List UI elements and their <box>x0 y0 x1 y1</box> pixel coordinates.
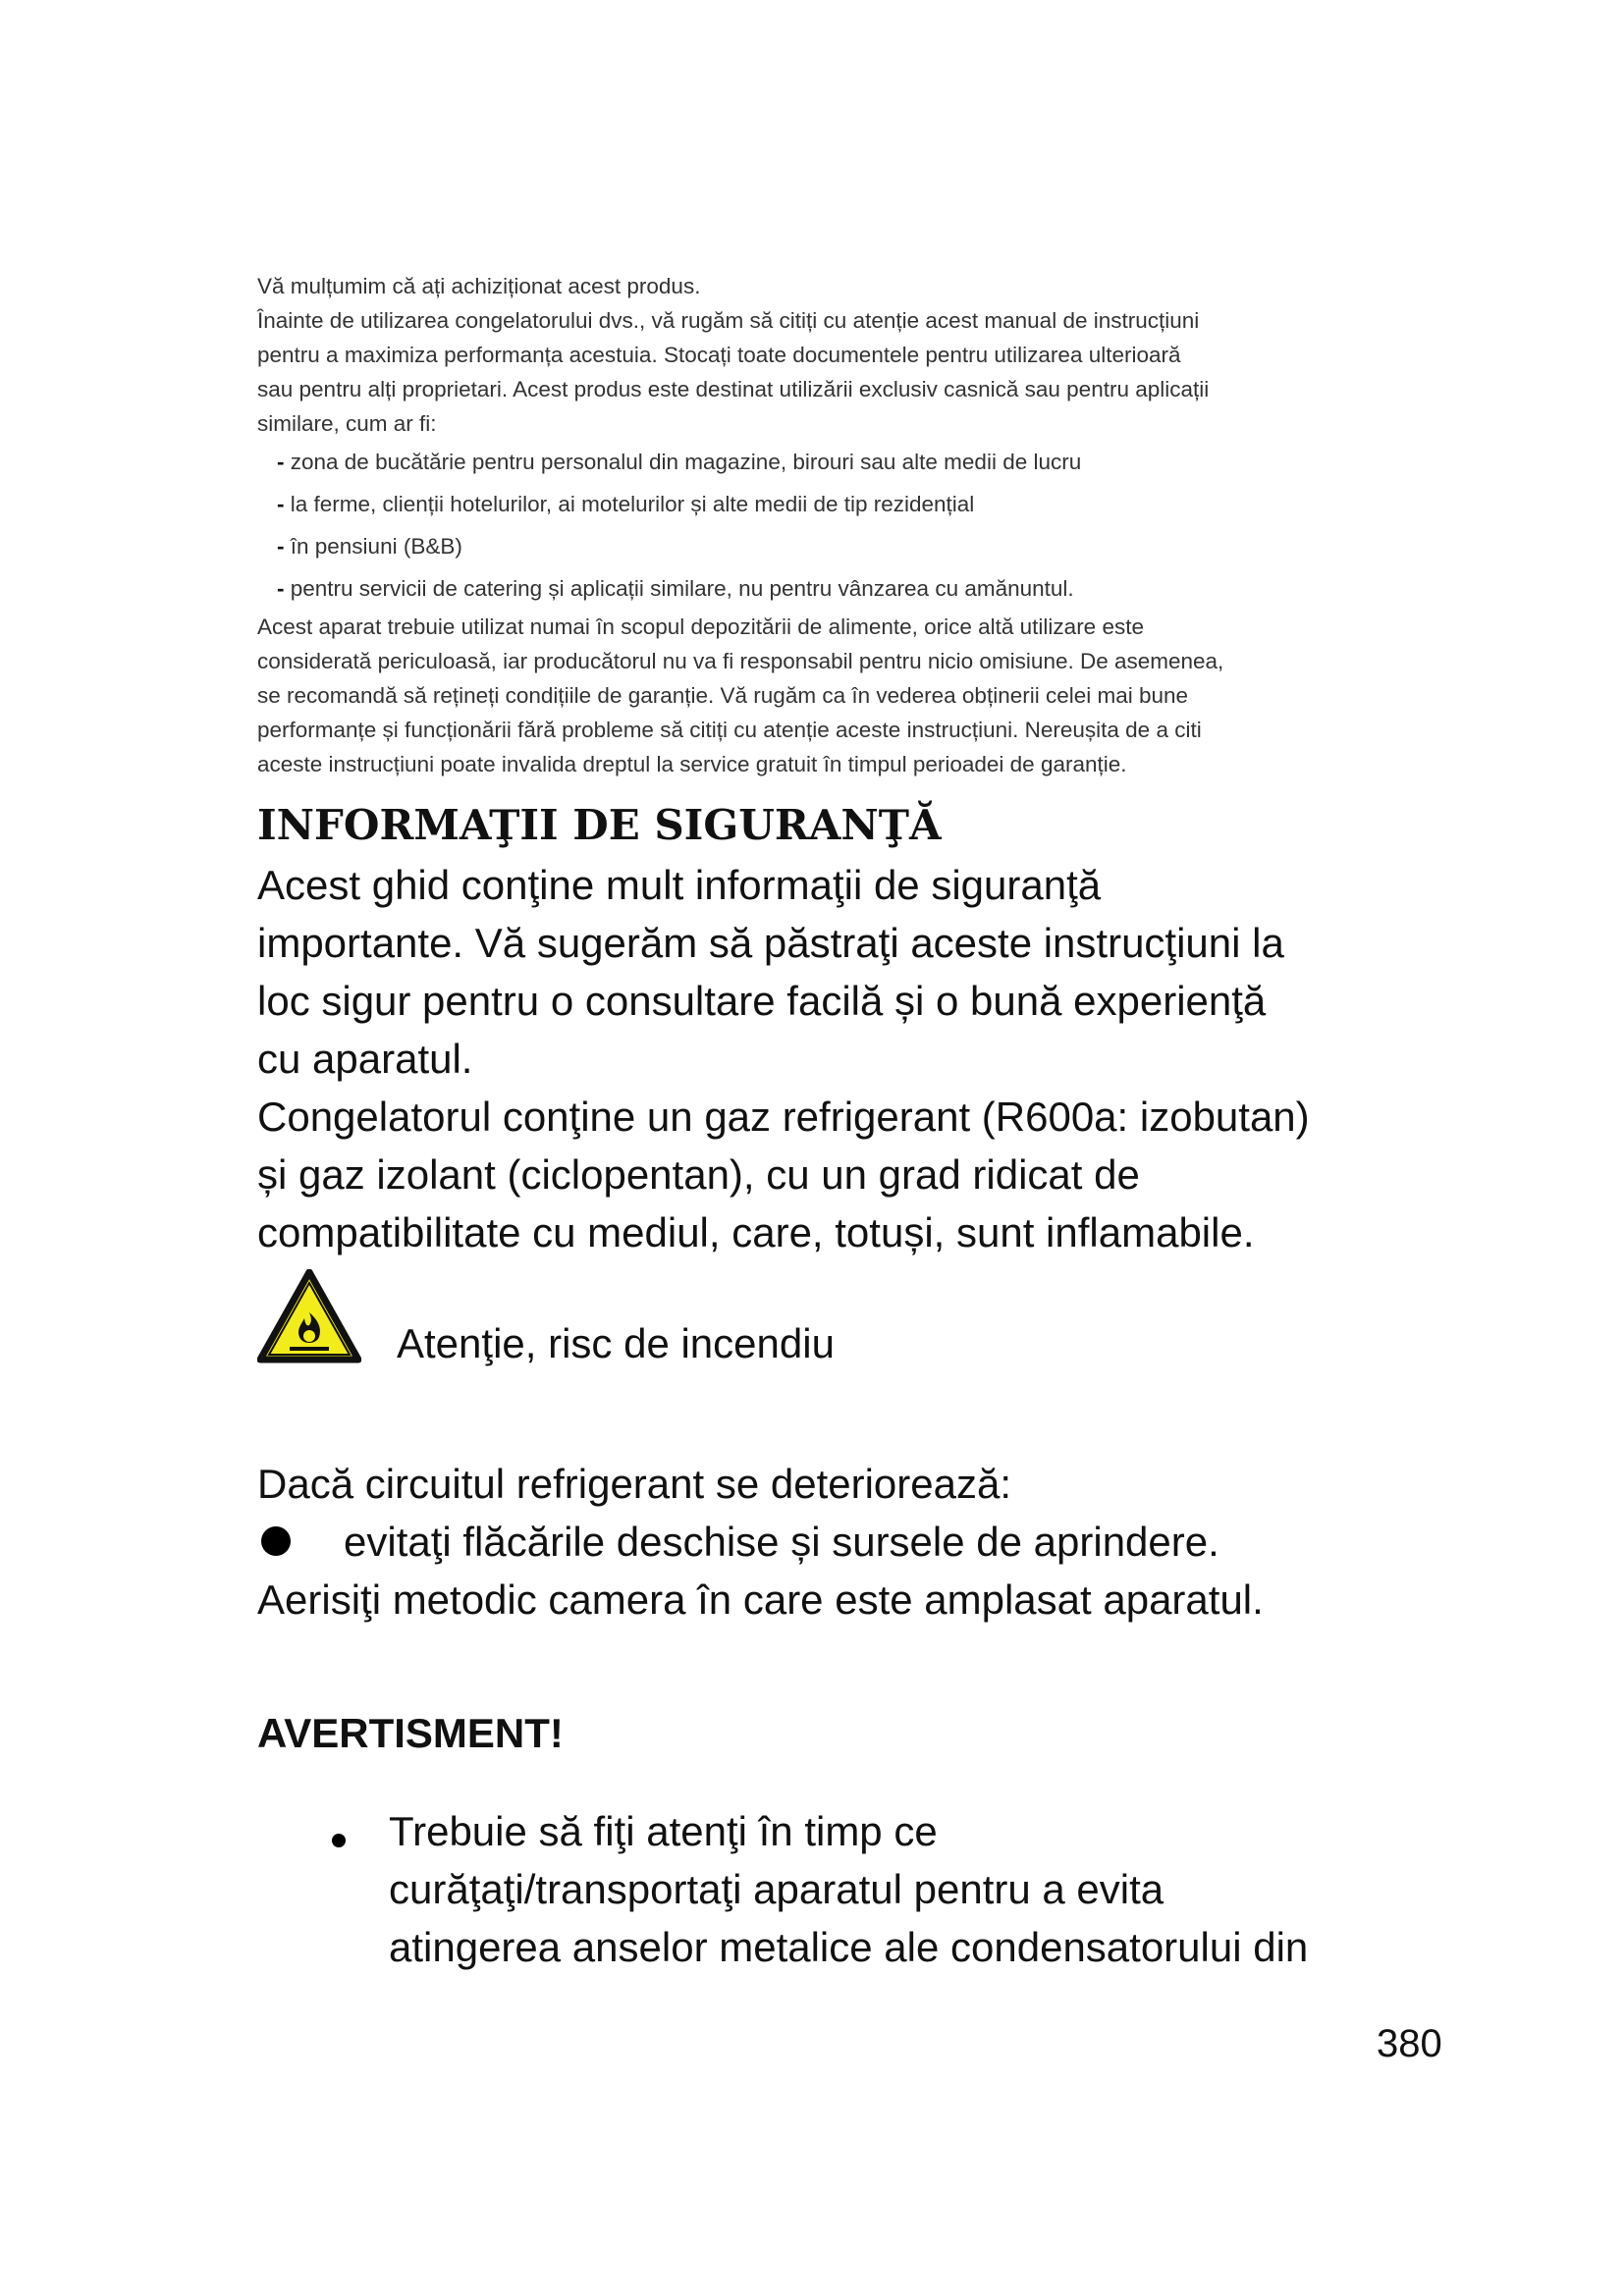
safety-line: compatibilitate cu mediul, care, totuși, sunt inflamabile. <box>257 1209 1255 1255</box>
usage-list-item: - zona de bucătărie pentru personalul din magazine, birouri sau alte medii de lucru <box>277 441 1357 483</box>
intro-line: pentru a maximiza performanța acestuia. Stocați toate documentele pentru utilizarea ulterioară <box>257 343 1181 367</box>
intro-section <box>257 269 1357 781</box>
circuit-line: Aerisiţi metodic camera în care este amplasat aparatul. <box>257 1576 1264 1623</box>
bullet-icon <box>332 1834 346 1847</box>
intro-line: aceste instrucțiuni poate invalida dreptul la service gratuit în timpul perioadei de garanție. <box>257 752 1127 776</box>
safety-line: cu aparatul. <box>257 1036 473 1082</box>
intro-line: Acest aparat trebuie utilizat numai în scopul depozitării de alimente, orice altă utilizare este <box>257 614 1144 639</box>
avertisment-line: curăţaţi/transportaţi aparatul pentru a evita <box>389 1866 1164 1912</box>
safety-line: și gaz izolant (ciclopentan), cu un grad ridicat de <box>257 1151 1140 1198</box>
safety-line: Acest ghid conţine mult informaţii de siguranţă <box>257 862 1102 908</box>
usage-list-item: - pentru servicii de catering și aplicații similare, nu pentru vânzarea cu amănuntul. <box>277 567 1357 610</box>
safety-line: importante. Vă sugerăm să păstraţi aceste instrucţiuni la <box>257 920 1284 966</box>
circuit-section <box>257 1455 1435 1629</box>
bullet-icon <box>261 1526 291 1556</box>
safety-text <box>257 856 1435 1261</box>
intro-line: considerată periculoasă, iar producătorul nu va fi responsabil pentru nicio omisiune. De asemenea, <box>257 649 1224 673</box>
circuit-bullet-text: evitaţi flăcările deschise și sursele de aprindere. <box>344 1519 1219 1565</box>
usage-list <box>257 441 1357 610</box>
safety-line: loc sigur pentru o consultare facilă și o bună experienţă <box>257 978 1267 1024</box>
avertisment-item <box>389 1802 1430 1976</box>
avertisment-heading: AVERTISMENT! <box>257 1710 564 1756</box>
usage-list-item: - la ferme, clienții hotelurilor, ai motelurilor și alte medii de tip rezidențial <box>277 483 1357 525</box>
safety-heading: INFORMAŢII DE SIGURANŢĂ <box>257 801 942 849</box>
intro-line: Înainte de utilizarea congelatorului dvs., vă rugăm să citiți cu atenție acest manual de instrucțiuni <box>257 308 1200 333</box>
safety-line: Congelatorul conţine un gaz refrigerant (R600a: izobutan) <box>257 1094 1310 1140</box>
circuit-line: Dacă circuitul refrigerant se deteriorează: <box>257 1461 1012 1507</box>
usage-list-item: - în pensiuni (B&B) <box>277 525 1357 567</box>
page-number: 380 <box>1377 2022 1442 2065</box>
circuit-bullet-item <box>257 1513 1435 1571</box>
flammable-warning-icon <box>257 1269 361 1363</box>
intro-line: sau pentru alți proprietari. Acest produs este destinat utilizării exclusiv casnică sau pentru aplicații <box>257 377 1210 401</box>
fire-warning-label: Atenţie, risc de incendiu <box>397 1320 835 1366</box>
intro-line: se recomandă să rețineți condițiile de garanție. Vă rugăm ca în vederea obținerii celei mai bune <box>257 683 1189 708</box>
avertisment-line: Trebuie să fiţi atenţi în timp ce <box>389 1808 938 1854</box>
intro-line: similare, cum ar fi: <box>257 411 437 436</box>
intro-line: performanțe și funcționării fără probleme să citiți cu atenție aceste instrucțiuni. Nereușita de a citi <box>257 718 1202 742</box>
fire-warning <box>257 1269 1337 1367</box>
intro-line: Vă mulțumim că ați achiziționat acest produs. <box>257 274 701 298</box>
avertisment-line: atingerea anselor metalice ale condensatorului din <box>389 1924 1309 1970</box>
